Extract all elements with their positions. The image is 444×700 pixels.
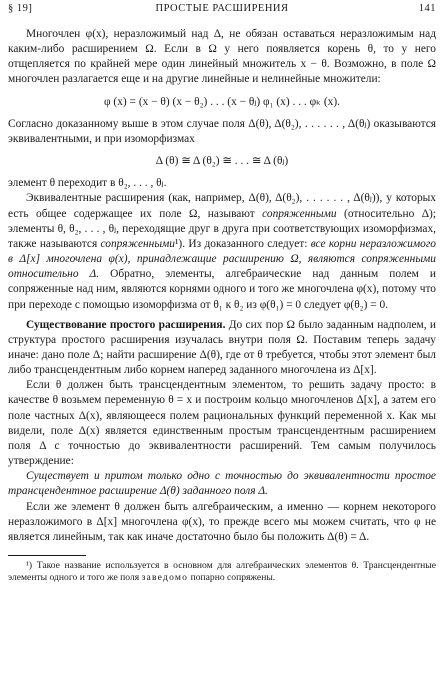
equation-factorization: φ (x) = (x − θ) (x − θ₂) . . . (x − θⱼ) φ₁ (x) . . . φₖ (x). [104,95,340,108]
p4-text-c: (относительно Δ); элементы θ, θ₂, . . . , θⱼ, переходящие друг в друга при соответствующих изоморфизмах, также называются [8,207,436,250]
main-text [8,27,436,583]
footnote-text-c: попарно сопряжены. [188,571,276,583]
term-conjugate-2: сопряженными [100,237,175,250]
paragraph-2: Согласно доказанному выше в этом случае поля Δ(θ), Δ(θ₂), . . . . . . , Δ(θⱼ) оказываются эквивалентными, и при изоморфизмах [8,117,436,145]
equation-isomorphisms: Δ (θ) ≅ Δ (θ₂) ≅ . . . ≅ Δ (θⱼ) [155,155,289,168]
paragraph-1: Многочлен φ(x), неразложимый над Δ, не обязан оставаться неразложимым над каким-либо расширением Ω. Если в Ω у него появляется корень θ, то у него отщепляется по крайней мере один линейный множитель x − θ. Возможно, в поле Ω многочлен разлагается еще и на другие линейные и нелинейные множители: [8,28,436,86]
p4-text-e: ¹). Из доказанного следует: [175,237,311,250]
paragraph-3: элемент θ переходит в θ₂, . . . , θⱼ. [8,177,167,190]
p4-text-a: Эквивалентные расширения (как, например, Δ(θ), Δ(θ₂), . . . . . . , Δ(θⱼ)), у которых есть общее содержащее их поле Ω, называют [8,192,436,220]
footnote-text-a: ¹) Такое название используется в основном для алгебраических элементов θ. Трансцендентные элементы одного и того же поля [8,560,436,583]
page-number: 141 [418,3,436,14]
running-header [8,3,436,19]
footnote [8,560,436,583]
running-title: ПРОСТЫЕ РАСШИРЕНИЯ [155,3,289,14]
statement-transcendental: Существует и притом только одно с точностью до эквивалентности простое трансцендентное расширение Δ(θ) заданного поля Δ. [8,470,436,498]
section-marker: § 19] [8,3,33,14]
paragraph-6: Если θ должен быть трансцендентным элементом, то решить задачу просто: в качестве θ возьмем переменную θ = x и построим кольцо многочленов Δ[x], а затем его поле частных Δ(x), являющееся полем рациональных функций переменной x. Как мы видели, поле Δ(x) является единственным простым трансцендентным расширением поля Δ с точностью до эквивалентности расширений. Тем самым получилось утверждение: [8,379,436,468]
paragraph-5 [8,318,436,379]
p4-text-g: Обратно, элементы, алгебраические над данным полем и сопряженные над ним, являются корнями одного и того же многочлена φ(x), потому что при переходе с помощью изоморфизма от θ₁ к θ₂ из φ(θ₁) = 0 следует φ(θ₂) = 0. [8,268,436,311]
footnote-emphasis: заведомо [141,571,189,583]
term-conjugate: сопряженными [262,207,337,220]
paragraph-7 [8,469,436,499]
paragraph-4 [8,191,436,312]
paragraph-8: Если же элемент θ должен быть алгебраическим, а именно — корнем некоторого неразложимого в Δ[x] многочлена φ(x), то прежде всего мы можем считать, что φ не является линейным, так как иначе достаточно было бы положить Δ(θ) = Δ. [8,500,436,543]
p5-text: До сих пор Ω было заданным надполем, и структура простого расширения изучалась внутри поля Ω. Поставим теперь задачу иначе: дано поле Δ; найти расширение Δ(θ), где от θ требуется, чтобы этот элемент был либо трансцендентным либо корнем наперед заданного многочлена из Δ[x]. [8,318,436,377]
footnote-rule [8,555,86,556]
section-heading-existence: Существование простого расширения. [26,318,226,331]
theorem-conjugate-roots: все корни неразложимого в Δ[x] многочлена φ(x), принадлежащие расширению Ω, являются сопряженными относительно Δ. [8,237,436,281]
